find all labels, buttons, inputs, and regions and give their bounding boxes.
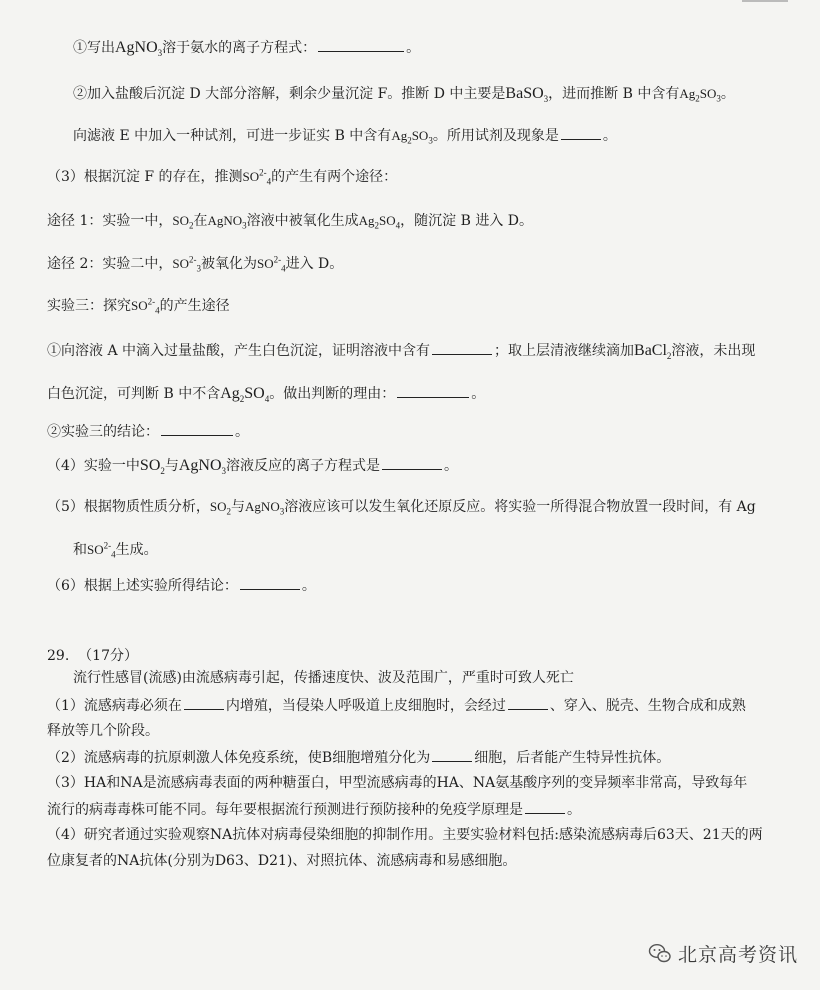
formula-bacl2: BaCl$_2$ (634, 342, 672, 362)
problem-29-q3-cont: 流行的病毒毒株可能不同。每年要根据流行预测进行预防接种的免疫学原理是 。 (47, 799, 581, 820)
question-3: （3）根据沉淀 F 的存在，推测$SO^{2-}_4$的产生有两个途径： (47, 167, 398, 187)
formula-so2: $SO_2$ (172, 213, 194, 231)
question-line-a3: 向滤液 E 中加入一种试剂，可进一步证实 B 中含有$Ag_2SO_3$。所用试剂及现象是 。 (73, 125, 617, 146)
answer-blank[interactable] (184, 695, 224, 710)
answer-blank[interactable] (318, 37, 404, 52)
problem-29-q4: （4）研究者通过实验观察NA抗体对病毒侵染细胞的抑制作用。主要实验材料包括:感染流感病毒后63天、21天的两 (47, 827, 763, 843)
top-edge-mark (742, 0, 788, 5)
formula-agno3: AgNO$_3$ (207, 213, 247, 231)
experiment-3-step1: ①向溶液 A 中滴入过量盐酸，产生白色沉淀，证明溶液中含有 ；取上层清液继续滴加BaCl$_2$溶液，未出现 (47, 342, 756, 362)
problem-29-header: 29. （17分） (47, 648, 138, 664)
formula-ag2so4: $Ag_2SO_4$ (358, 213, 401, 231)
answer-blank[interactable] (508, 695, 548, 710)
question-line-a1: ①写出AgNO$_3$溶于氨水的离子方程式： 。 (73, 39, 421, 59)
problem-29-q3: （3）HA和NA是流感病毒表面的两种糖蛋白，甲型流感病毒的HA、NA氨基酸序列的变异频率非常高，导致每年 (47, 775, 748, 791)
experiment-3-step1-cont: 白色沉淀，可判断 B 中不含$Ag_2SO_4$。做出判断的理由： 。 (47, 385, 486, 405)
experiment-3-conclusion: ②实验三的结论： 。 (47, 421, 249, 442)
formula-ag2so4: $Ag_2SO_4$ (220, 385, 270, 405)
answer-blank[interactable] (561, 125, 601, 140)
answer-blank[interactable] (397, 383, 469, 398)
watermark-text: 北京高考资讯 (677, 943, 798, 966)
answer-blank[interactable] (382, 455, 442, 470)
formula-so2: $SO_2$ (139, 457, 165, 477)
ion-sulfate: $SO^{2-}_4$ (131, 296, 160, 316)
ion-sulfite: $SO^{2-}_3$ (172, 254, 201, 274)
problem-29-q1: （1）流感病毒必须在 内增殖，当侵染人呼吸道上皮细胞时，会经过 、穿入、脱壳、生物合成和成熟 (47, 695, 746, 716)
formula-agno3: AgNO$_3$ (245, 499, 285, 517)
problem-29-q2: （2）流感病毒的抗原刺激人体免疫系统，使B细胞增殖分化为 细胞，后者能产生特异性抗体。 (47, 747, 670, 768)
formula-ag2so3: $Ag_2SO_3$ (391, 128, 433, 146)
formula-ag2so3: $Ag_2SO_3$ (679, 86, 721, 104)
route-1: 途径 1：实验一中，$SO_2$在AgNO$_3$溶液中被氧化生成$Ag_2SO_4$，随沉淀 B 进入 D。 (47, 213, 534, 231)
answer-blank[interactable] (432, 747, 472, 762)
ion-sulfate: $SO^{2-}_4$ (87, 540, 116, 560)
problem-29-q4-cont: 位康复者的NA抗体(分别为D63、D21)、对照抗体、流感病毒和易感细胞。 (47, 853, 517, 869)
problem-29-intro: 流行性感冒(流感)由流感病毒引起，传播速度快、波及范围广，严重时可致人死亡 (73, 670, 574, 686)
route-2: 途径 2：实验二中，$SO^{2-}_3$被氧化为$SO^{2-}_4$进入 D。 (47, 254, 344, 274)
ion-sulfate: $SO^{2-}_4$ (256, 254, 286, 274)
watermark (648, 939, 798, 967)
formula-baso3: BaSO$_3$ (505, 85, 549, 105)
answer-blank[interactable] (432, 340, 492, 355)
formula-so2: $SO_2$ (209, 499, 232, 517)
experiment-3-title: 实验三：探究$SO^{2-}_4$的产生途径 (47, 296, 230, 316)
formula-agno3: AgNO$_3$ (178, 457, 227, 477)
wechat-icon (648, 941, 672, 965)
answer-blank[interactable] (240, 575, 300, 590)
problem-29-q1-cont: 释放等几个阶段。 (47, 723, 159, 739)
answer-blank[interactable] (161, 421, 233, 436)
question-4: （4）实验一中$SO_2$与AgNO$_3$溶液反应的离子方程式是 。 (47, 457, 459, 477)
question-line-a2: ②加入盐酸后沉淀 D 大部分溶解，剩余少量沉淀 F。推断 D 中主要是BaSO$_3$，进而推断 B 中含有$Ag_2SO_3$。 (73, 85, 735, 105)
question-5: （5）根据物质性质分析，$SO_2$与AgNO$_3$溶液应该可以发生氧化还原反应。将实验一所得混合物放置一段时间，有 Ag (47, 499, 756, 517)
question-6: （6）根据上述实验所得结论： 。 (47, 575, 316, 596)
formula-agno3: AgNO$_3$ (115, 39, 163, 59)
ion-sulfate: $SO^{2-}_4$ (242, 167, 272, 187)
answer-blank[interactable] (525, 799, 565, 814)
question-5-cont: 和$SO^{2-}_4$生成。 (73, 540, 158, 560)
